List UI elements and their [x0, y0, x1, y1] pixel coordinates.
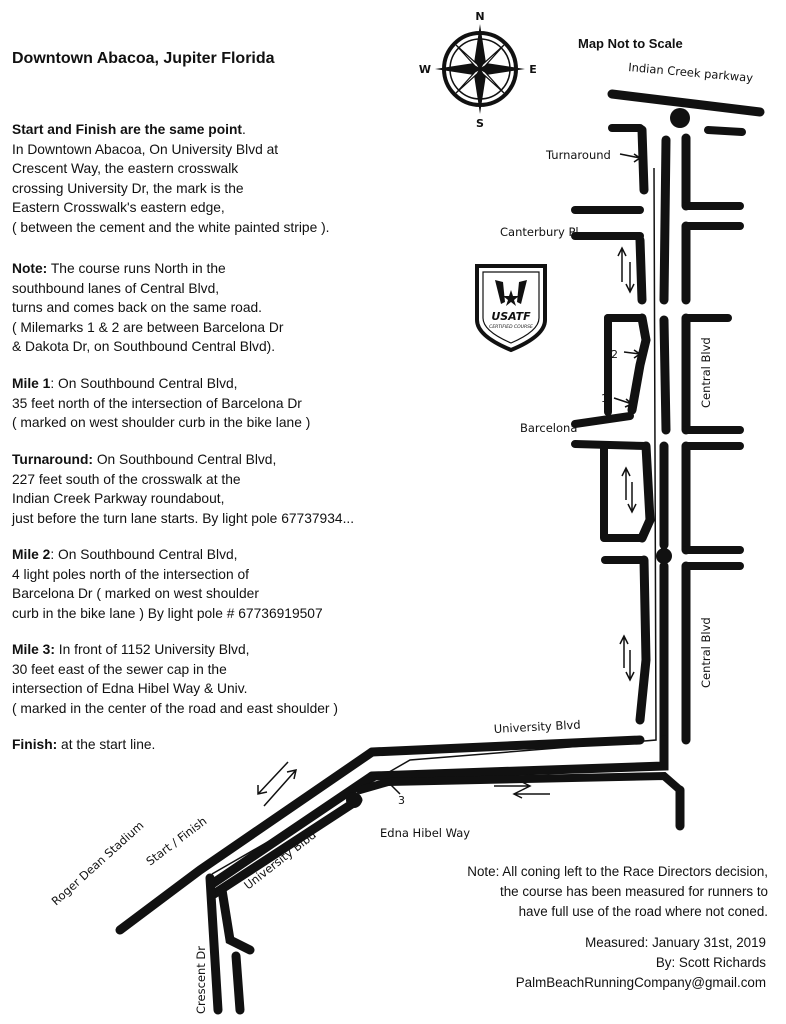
coning-note-line: have full use of the road where not coned.: [518, 904, 768, 919]
description-line: Eastern Crosswalk's eastern edge,: [12, 200, 225, 215]
certified-course-text: CERTIFIED COURSE: [489, 325, 533, 330]
usatf-logo-text: USATF: [491, 310, 531, 323]
canterbury-pl-label: Canterbury Pl: [500, 225, 579, 239]
turnaround-label: Turnaround: [546, 148, 611, 162]
start-finish-description: Start and Finish are the same point. In Downtown Abacoa, On University Blvd at Crescent Way, the eastern crosswalk crossing University Dr, the mark is the Eastern Crosswalk's eastern edge, ( between the cement and the white painted stripe ).: [12, 120, 330, 237]
mile-2-description: Mile 2: On Southbound Central Blvd, 4 light poles north of the intersection of Barcelona Dr ( marked on west shoulder curb in the bike lane ) By light pole # 67736919507: [12, 545, 323, 623]
mile-2-marker: 2: [611, 348, 618, 361]
central-blvd-median: [664, 140, 666, 740]
university-blvd-west-inner-edge: [212, 776, 372, 884]
start-finish-heading: Start and Finish are the same point: [12, 122, 242, 137]
map-not-to-scale-note: Map Not to Scale: [578, 36, 683, 51]
finish-description: Finish: at the start line.: [12, 737, 156, 752]
description-line: southbound lanes of Central Blvd,: [12, 280, 220, 296]
description-line: ( between the cement and the white painted stripe ).: [12, 219, 330, 235]
note-heading: Note:: [12, 261, 48, 276]
university-blvd-label: University Blvd: [493, 717, 581, 736]
university-blvd-east-edge: [388, 776, 680, 790]
description-line: 30 feet east of the sewer cap in the: [12, 661, 227, 677]
measured-by: By: Scott Richards: [655, 955, 766, 970]
indian-creek-parkway-road: [612, 94, 760, 112]
mile-1-marker: 1: [601, 392, 608, 405]
description-line: crossing University Dr, the mark is the: [12, 180, 244, 196]
description-line: & Dakota Dr, on Southbound Central Blvd).: [12, 339, 276, 354]
mile-3-description: Mile 3: In front of 1152 University Blvd, 30 feet east of the sewer cap in the intersection of Edna Hibel Way & Univ. ( marked in the center of the road and east shoulder ): [12, 640, 338, 718]
mile-3-marker: 3: [398, 794, 405, 807]
description-line: intersection of Edna Hibel Way & Univ.: [12, 681, 248, 696]
compass-north: N: [475, 10, 485, 23]
description-line: curb in the bike lane ) By light pole # 67736919507: [12, 605, 323, 621]
finish-heading: Finish:: [12, 737, 58, 752]
contact-email: PalmBeachRunningCompany@gmail.com: [515, 975, 766, 990]
edna-hibel-circle: [346, 792, 362, 808]
description-line: ( marked in the center of the road and east shoulder ): [12, 700, 338, 716]
coning-note-line: Note: All coning left to the Race Directors decision,: [467, 864, 768, 879]
mile-1-heading: Mile 1: [12, 376, 51, 391]
course-note: Note: The course runs North in the southbound lanes of Central Blvd, turns and comes back on the same road. ( Milemarks 1 & 2 are between Barcelona Dr & Dakota Dr, on Southbound Central Blvd).: [12, 259, 283, 357]
description-line: 35 feet north of the intersection of Barcelona Dr: [12, 395, 302, 411]
mile-2-heading: Mile 2: [12, 547, 51, 562]
central-blvd-west-edge: [632, 130, 650, 720]
university-blbd-label: University Blbd: [241, 827, 319, 893]
side-street: [708, 130, 742, 132]
indian-creek-parkway-label: Indian Creek parkway: [627, 60, 754, 85]
mile-3-heading: Mile 3:: [12, 642, 55, 657]
roger-dean-stadium-label: Roger Dean Stadium: [48, 818, 147, 909]
university-blvd-west-north-edge: [120, 752, 372, 930]
university-blvd-north-edge: [372, 740, 640, 752]
crescent-dr-label: Crescent Dr: [194, 945, 208, 1014]
central-blvd-label-north: Central Blvd: [699, 337, 713, 408]
compass-west: W: [418, 63, 432, 76]
description-line: 227 feet south of the crosswalk at the: [12, 471, 241, 487]
description-line: ( Milemarks 1 & 2 are between Barcelona Dr: [12, 319, 284, 335]
turnaround-heading: Turnaround:: [12, 452, 93, 467]
description-line: turns and comes back on the same road.: [12, 300, 263, 315]
central-blvd-label-south: Central Blvd: [699, 617, 713, 688]
description-line: In Downtown Abacoa, On University Blvd at: [12, 141, 279, 157]
page-title: Downtown Abacoa, Jupiter Florida: [12, 50, 275, 67]
description-line: Crescent Way, the eastern crosswalk: [12, 161, 239, 176]
description-line: ( marked on west shoulder curb in the bike lane ): [12, 415, 311, 430]
barcelona-label: Barcelona: [520, 421, 578, 435]
compass-south: S: [476, 117, 484, 130]
description-line: 4 light poles north of the intersection of: [12, 566, 249, 582]
mile-1-description: Mile 1: On Southbound Central Blvd, 35 feet north of the intersection of Barcelona Dr ( marked on west shoulder curb in the bike lane ): [12, 374, 310, 433]
start-finish-label: Start / Finish: [143, 813, 210, 869]
east-cross-streets: [686, 206, 740, 566]
central-blvd-circle: [656, 548, 672, 564]
coning-note-line: the course has been measured for runners to: [500, 884, 768, 899]
description-line: Barcelona Dr ( marked on west shoulder: [12, 586, 259, 601]
turnaround-description: Turnaround: On Southbound Central Blvd, 227 feet south of the crosswalk at the Indian Creek Parkway roundabout, just before the turn lane starts. By light pole 67737934...: [12, 450, 354, 528]
description-line: just before the turn lane starts. By light pole 67737934...: [12, 510, 355, 526]
compass-east: E: [529, 63, 537, 76]
measured-date: Measured: January 31st, 2019: [585, 935, 766, 950]
description-line: Indian Creek Parkway roundabout,: [12, 491, 225, 506]
edna-hibel-way-label: Edna Hibel Way: [380, 826, 471, 840]
central-blvd-east-edge: [680, 138, 686, 826]
roundabout: [670, 108, 690, 128]
